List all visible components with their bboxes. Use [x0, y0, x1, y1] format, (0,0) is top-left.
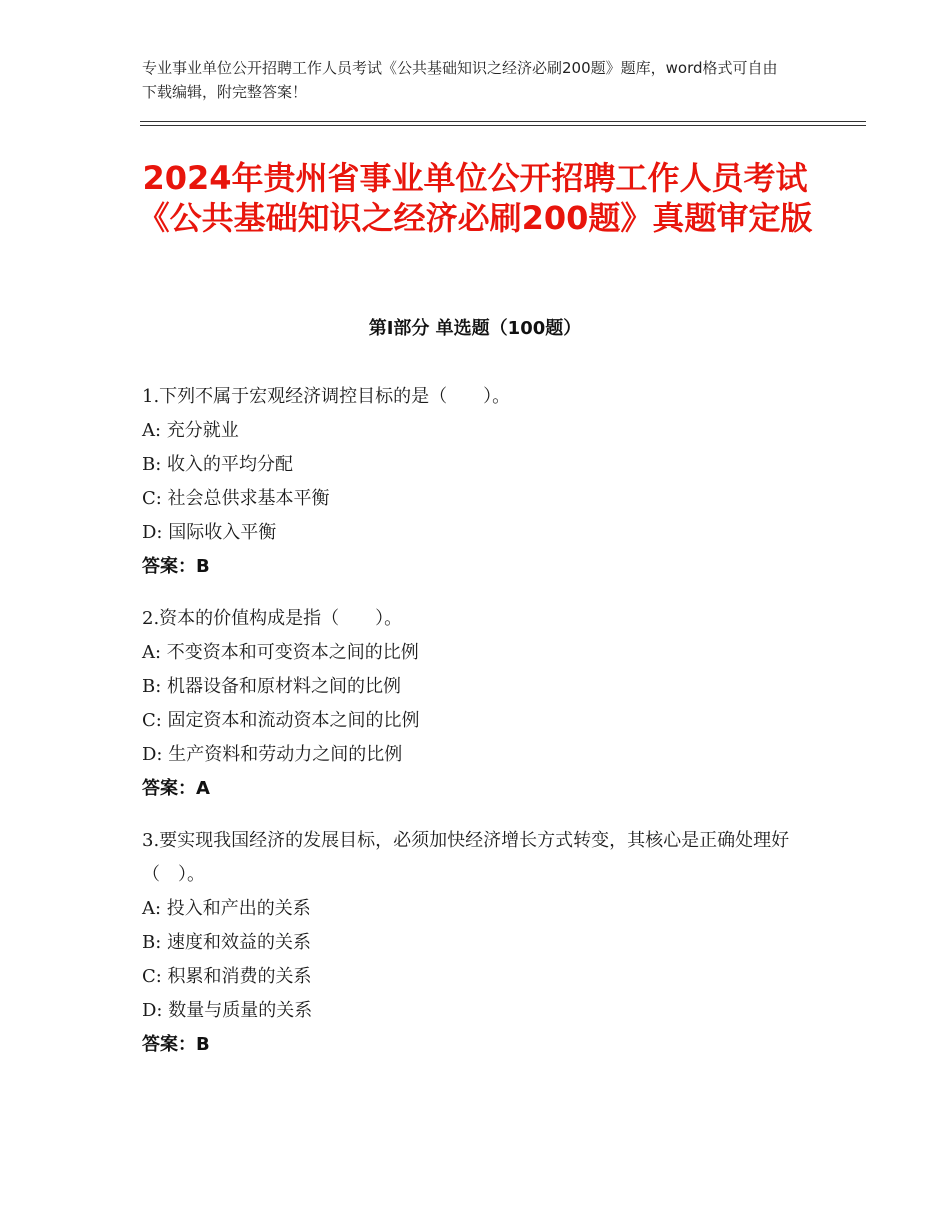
- option-d: D: 数量与质量的关系: [142, 1000, 313, 1021]
- question-2: [142, 602, 812, 806]
- answer: 答案：B: [142, 556, 210, 577]
- option-a: A: 投入和产出的关系: [142, 898, 311, 919]
- question-3: [142, 824, 812, 1062]
- option-b: B: 收入的平均分配: [142, 454, 294, 475]
- answer: 答案：B: [142, 1034, 210, 1055]
- header-divider: [140, 121, 866, 126]
- option-a: A: 充分就业: [142, 420, 239, 441]
- option-c: C: 积累和消费的关系: [142, 966, 312, 987]
- answer: 答案：A: [142, 778, 210, 799]
- document-title: 2024年贵州省事业单位公开招聘工作人员考试《公共基础知识之经济必刷200题》真题审定版: [137, 159, 813, 237]
- option-d: D: 生产资料和劳动力之间的比例: [142, 744, 403, 765]
- question-1: [142, 380, 812, 584]
- option-c: C: 社会总供求基本平衡: [142, 488, 330, 509]
- question-stem: 3.要实现我国经济的发展目标，必须加快经济增长方式转变，其核心是正确处理好（ ）。: [142, 830, 790, 885]
- option-d: D: 国际收入平衡: [142, 522, 277, 543]
- question-list: [142, 380, 812, 1080]
- option-b: B: 速度和效益的关系: [142, 932, 312, 953]
- header-note: 专业事业单位公开招聘工作人员考试《公共基础知识之经济必刷200题》题库，word格式可自由下载编辑，附完整答案！: [142, 59, 778, 101]
- option-b: B: 机器设备和原材料之间的比例: [142, 676, 402, 697]
- section-title: 第Ⅰ部分 单选题（100题）: [368, 318, 582, 339]
- option-c: C: 固定资本和流动资本之间的比例: [142, 710, 420, 731]
- question-stem: 2.资本的价值构成是指（ ）。: [142, 608, 403, 629]
- question-stem: 1.下列不属于宏观经济调控目标的是（ ）。: [142, 386, 511, 407]
- option-a: A: 不变资本和可变资本之间的比例: [142, 642, 419, 663]
